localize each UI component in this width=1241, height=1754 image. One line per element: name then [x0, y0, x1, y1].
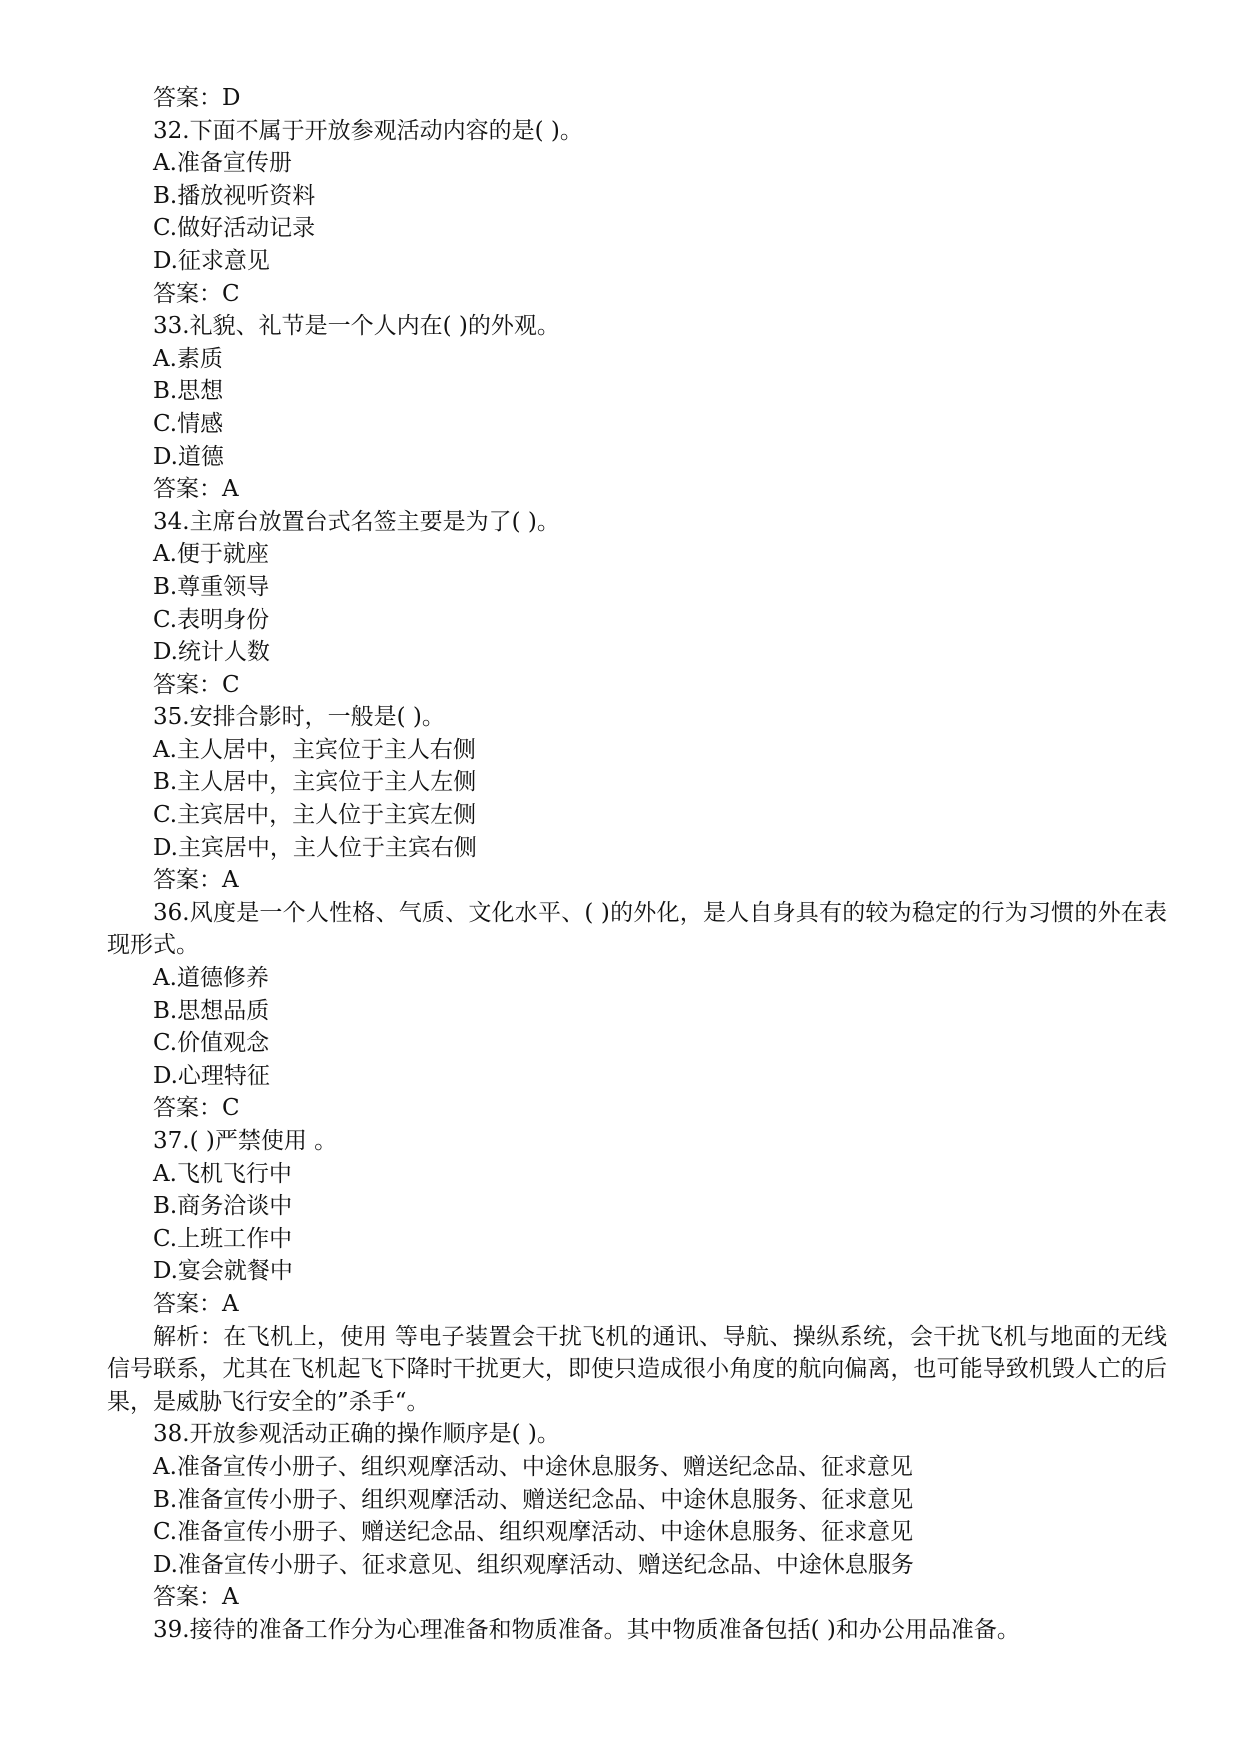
answer-line: 答案：C — [153, 671, 240, 698]
option-line: B.主人居中，主宾位于主人左侧 — [153, 769, 477, 796]
option-line: A.素质 — [153, 345, 223, 372]
option-line: C.价值观念 — [153, 1030, 270, 1057]
question-line: 39.接待的准备工作分为心理准备和物质准备。其中物质准备包括( )和办公用品准备。 — [153, 1616, 1020, 1643]
paragraph-line: 解析：在飞机上，使用 等电子装置会干扰飞机的通讯、导航、操纵系统，会干扰飞机与地面的无线信号联系，尤其在飞机起飞下降时干扰更大，即使只造成很小角度的航向偏离，也可能导致机毁人亡的后果，是威胁飞行安全的”杀手“。 — [107, 1323, 1167, 1415]
option-line: C.情感 — [153, 410, 224, 437]
option-line: D.心理特征 — [153, 1062, 270, 1089]
option-line: A.主人居中，主宾位于主人右侧 — [153, 736, 476, 763]
answer-line: 答案：C — [153, 1095, 240, 1122]
option-line: D.准备宣传小册子、征求意见、组织观摩活动、赠送纪念品、中途休息服务 — [153, 1551, 914, 1578]
option-line: B.商务洽谈中 — [153, 1193, 293, 1220]
option-line: A.准备宣传册 — [153, 150, 292, 177]
question-line: 34.主席台放置台式名签主要是为了( )。 — [153, 508, 560, 535]
option-line: B.准备宣传小册子、组织观摩活动、赠送纪念品、中途休息服务、征求意见 — [153, 1486, 914, 1513]
option-line: D.统计人数 — [153, 639, 270, 666]
option-line: D.主宾居中，主人位于主宾右侧 — [153, 834, 477, 861]
answer-line: 答案：A — [153, 867, 239, 894]
option-line: D.宴会就餐中 — [153, 1258, 293, 1285]
option-line: A.飞机飞行中 — [153, 1160, 292, 1187]
answer-line: 答案：D — [153, 85, 241, 111]
question-list — [107, 82, 1167, 1647]
paragraph-line: 36.风度是一个人性格、气质、文化水平、( )的外化，是人自身具有的较为稳定的行为习惯的外在表现形式。 — [107, 899, 1167, 959]
option-line: C.做好活动记录 — [153, 215, 316, 242]
answer-line: 答案：C — [153, 280, 240, 307]
answer-line: 答案：A — [153, 1584, 239, 1611]
option-line: A.准备宣传小册子、组织观摩活动、中途休息服务、赠送纪念品、征求意见 — [153, 1453, 913, 1480]
option-line: B.尊重领导 — [153, 573, 270, 600]
question-line: 35.安排合影时，一般是( )。 — [153, 704, 445, 731]
option-line: D.道德 — [153, 443, 224, 470]
option-line: C.主宾居中，主人位于主宾左侧 — [153, 802, 477, 829]
question-line: 33.礼貌、礼节是一个人内在( )的外观。 — [153, 313, 560, 340]
option-line: C.上班工作中 — [153, 1225, 293, 1252]
option-line: A.便于就座 — [153, 541, 269, 568]
question-line: 38.开放参观活动正确的操作顺序是( )。 — [153, 1421, 560, 1448]
option-line: C.准备宣传小册子、赠送纪念品、组织观摩活动、中途休息服务、征求意见 — [153, 1519, 914, 1546]
option-line: D.征求意见 — [153, 247, 270, 274]
question-line: 37.( )严禁使用 。 — [153, 1128, 338, 1154]
option-line: A.道德修养 — [153, 965, 269, 992]
option-line: B.播放视听资料 — [153, 182, 316, 209]
answer-line: 答案：A — [153, 1290, 239, 1317]
question-line: 32.下面不属于开放参观活动内容的是( )。 — [153, 117, 583, 144]
answer-line: 答案：A — [153, 476, 239, 503]
option-line: B.思想品质 — [153, 997, 270, 1024]
option-line: C.表明身份 — [153, 606, 270, 633]
option-line: B.思想 — [153, 378, 224, 405]
